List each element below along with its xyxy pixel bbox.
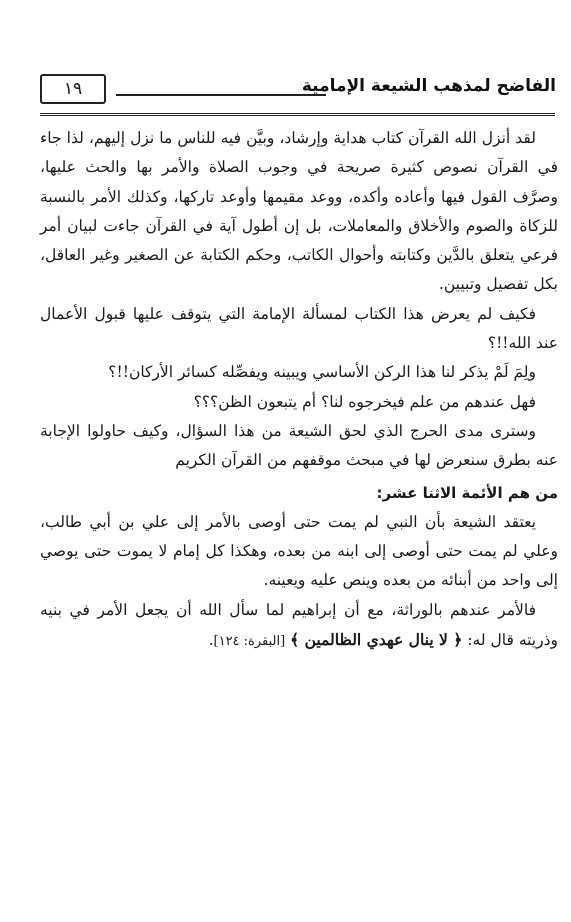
running-title: الفاضح لمذهب الشيعة الإمامية [301, 76, 556, 96]
paragraph-4: فهل عندهم من علم فيخرجوه لنا؟ أم يتبعون الظن؟؟؟ [193, 392, 536, 411]
header-rule [40, 113, 555, 119]
paragraph-6: يعتقد الشيعة بأن النبي لم يمت حتى أوصى بالأمر إلى علي بن أبي طالب، وعلي لم يمت حتى أوصى إلى ابنه من بعده، وهكذا كل إمام لا يموت حتى يوصي إلى واحد من أبنائه من بعده وينص عليه ويعينه. [40, 512, 558, 590]
section-heading: من هم الأئمة الاثنا عشر: [376, 483, 558, 502]
paragraph-1: لقد أنزل الله القرآن كتاب هداية وإرشاد، وبيَّن فيه للناس ما نزل إليهم، لذا جاء في القرآن نصوص كثيرة صريحة في وجوب الصلاة والأمر بها والحث عليها، وصرَّف القول فيها وأعاده وأكده، ووعد مقيمها وأوعد تاركها، وكذلك الأمر بالنسبة للزكاة والصوم والأخلاق والمعاملات، بل إن أطول آية في القرآن جاءت لبيان أمر فرعي يتعلق بالدَّين وكتابته وأحوال الكاتب، وحكم الكتابة عن الصغير وغير العاقل، بكل تفصيل وتبيين. [40, 129, 558, 294]
header-line [116, 94, 326, 96]
paragraph-7-end: . [208, 631, 214, 650]
page-number: ١٩ [40, 74, 106, 104]
paragraph-7-text: فالأمر عندهم بالوراثة، مع أن إبراهيم لما سأل الله أن يجعل الأمر في بنيه وذريته قال له: [40, 600, 558, 650]
paragraph-3: ولِمَ لَمْ يذكر لنا هذا الركن الأساسي ويبينه ويفصِّله كسائر الأركان!!؟ [108, 363, 536, 382]
quran-quote: ﴿ لا ينال عهدي الظالمين ﴾ [290, 630, 463, 650]
page-header [40, 74, 556, 114]
paragraph-2: فكيف لم يعرض هذا الكتاب لمسألة الإمامة التي يتوقف عليها قبول الأعمال عند الله!!؟ [40, 304, 558, 353]
page-body [40, 124, 558, 656]
quran-citation: [البقرة: ١٢٤] [213, 634, 286, 650]
paragraph-7 [40, 596, 558, 657]
paragraph-5: وسترى مدى الحرج الذي لحق الشيعة من هذا السؤال، وكيف حاولوا الإجابة عنه بطرق سنعرض لها في مبحث موقفهم من القرآن الكريم [40, 421, 558, 470]
